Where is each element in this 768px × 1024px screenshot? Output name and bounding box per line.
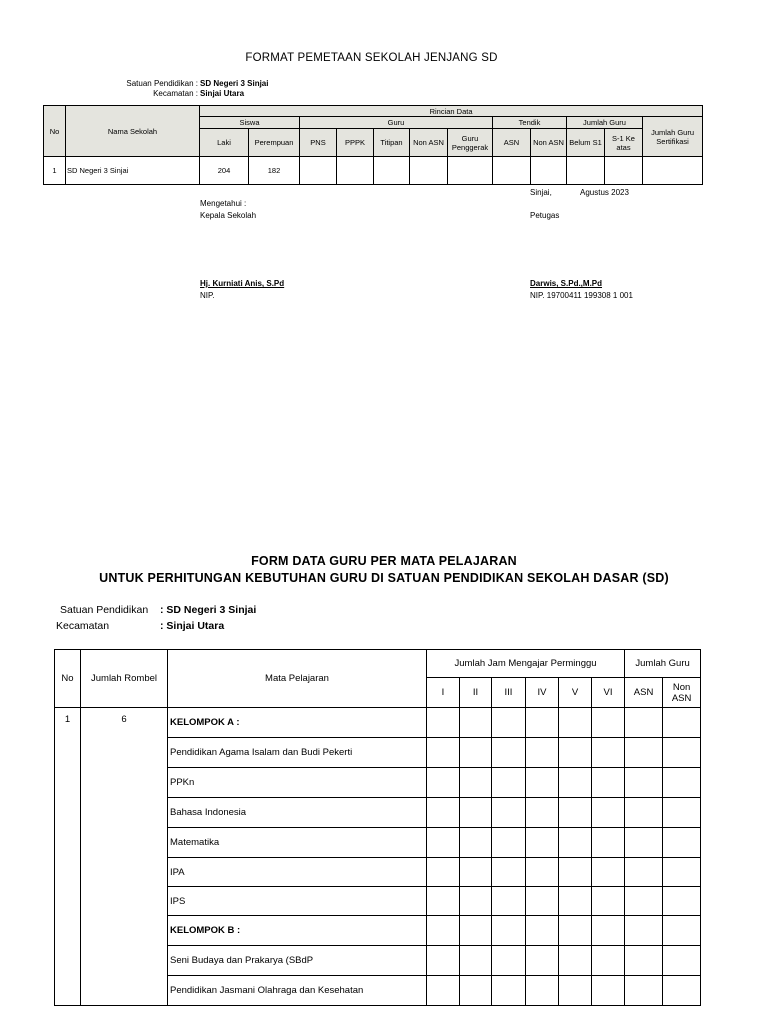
titipan-header: Titipan <box>374 129 410 157</box>
empty-cell <box>559 768 592 798</box>
empty-cell <box>427 887 460 916</box>
empty-cell <box>592 798 625 828</box>
tendik-asn-header: ASN <box>493 129 531 157</box>
empty-cell <box>559 708 592 738</box>
school-mapping-table <box>43 105 703 185</box>
empty-cell <box>526 708 559 738</box>
month-year: Agustus 2023 <box>580 188 629 197</box>
kelas-vi-header: VI <box>592 678 625 708</box>
pns-header: PNS <box>300 129 337 157</box>
empty-cell <box>492 708 526 738</box>
empty-cell <box>663 916 701 946</box>
empty-cell <box>663 828 701 858</box>
petugas-label: Petugas <box>530 211 560 220</box>
form1-kecamatan-label: Kecamatan : <box>153 89 198 98</box>
kepala-sekolah-label: Kepala Sekolah <box>200 211 257 220</box>
empty-cell <box>559 798 592 828</box>
empty-cell <box>427 708 460 738</box>
empty-cell <box>559 858 592 887</box>
teacher-subject-table <box>54 649 701 1006</box>
belum-s1-header: Belum S1 <box>567 129 605 157</box>
empty-cell <box>663 976 701 1006</box>
empty-cell <box>427 946 460 976</box>
kelas-v-header: V <box>559 678 592 708</box>
empty-cell <box>427 798 460 828</box>
subject-name: Pendidikan Jasmani Olahraga dan Kesehatan <box>168 976 427 1006</box>
empty-cell <box>526 976 559 1006</box>
subject-name: PPKn <box>168 768 427 798</box>
cell-tendik-asn <box>493 157 531 185</box>
empty-cell <box>592 976 625 1006</box>
cell-titipan <box>374 157 410 185</box>
empty-cell <box>460 738 492 768</box>
form2-title-2: UNTUK PERHITUNGAN KEBUTUHAN GURU DI SATUAN PENDIDIKAN SEKOLAH DASAR (SD) <box>99 571 669 585</box>
empty-cell <box>559 828 592 858</box>
empty-cell <box>663 798 701 828</box>
empty-cell <box>559 916 592 946</box>
empty-cell <box>492 798 526 828</box>
form1-title: FORMAT PEMETAAN SEKOLAH JENJANG SD <box>245 52 498 64</box>
empty-cell <box>559 976 592 1006</box>
kelas-iv-header: IV <box>526 678 559 708</box>
empty-cell <box>526 738 559 768</box>
empty-cell <box>427 976 460 1006</box>
col-nama-sekolah-header: Nama Sekolah <box>66 106 200 157</box>
empty-cell <box>427 916 460 946</box>
cell-non-asn <box>410 157 448 185</box>
form1-satuan-value: SD Negeri 3 Sinjai <box>200 79 269 88</box>
subject-name: Seni Budaya dan Prakarya (SBdP <box>168 946 427 976</box>
empty-cell <box>592 828 625 858</box>
cell-sertifikasi <box>643 157 703 185</box>
empty-cell <box>663 768 701 798</box>
cell-s1-ke-atas <box>605 157 643 185</box>
cell-pppk <box>337 157 374 185</box>
empty-cell <box>526 887 559 916</box>
empty-cell <box>625 828 663 858</box>
guru-header: Guru <box>300 117 493 129</box>
empty-cell <box>427 858 460 887</box>
row-jumlah-rombel: 6 <box>81 708 168 1006</box>
table-row <box>44 157 703 185</box>
empty-cell <box>460 916 492 946</box>
empty-cell <box>625 738 663 768</box>
empty-cell <box>625 887 663 916</box>
empty-cell <box>663 887 701 916</box>
row-laki: 204 <box>200 157 249 185</box>
jumlah-guru-header: Jumlah Guru <box>625 650 701 678</box>
empty-cell <box>492 768 526 798</box>
cell-tendik-non-asn <box>531 157 567 185</box>
form2-kecamatan-value: : Sinjai Utara <box>160 620 225 632</box>
empty-cell <box>559 946 592 976</box>
place-date: Sinjai, <box>530 188 552 197</box>
col-no-header: No <box>55 650 81 708</box>
form1-satuan-label: Satuan Pendidikan : <box>126 79 198 88</box>
perempuan-header: Perempuan <box>249 129 300 157</box>
tendik-header: Tendik <box>493 117 567 129</box>
empty-cell <box>460 828 492 858</box>
s1-ke-atas-header: S-1 Ke atas <box>605 129 643 157</box>
empty-cell <box>663 946 701 976</box>
rincian-data-header: Rincian Data <box>200 106 703 117</box>
empty-cell <box>526 768 559 798</box>
empty-cell <box>526 916 559 946</box>
empty-cell <box>492 858 526 887</box>
empty-cell <box>663 738 701 768</box>
empty-cell <box>492 738 526 768</box>
empty-cell <box>625 768 663 798</box>
cell-belum-s1 <box>567 157 605 185</box>
empty-cell <box>460 768 492 798</box>
empty-cell <box>592 858 625 887</box>
empty-cell <box>592 708 625 738</box>
empty-cell <box>492 946 526 976</box>
subject-name: KELOMPOK B : <box>168 916 427 946</box>
col-no-header: No <box>44 106 66 157</box>
kepala-name: Hj. Kurniati Anis, S.Pd <box>200 279 285 288</box>
empty-cell <box>492 887 526 916</box>
subject-name: KELOMPOK A : <box>168 708 427 738</box>
form2-title-1: FORM DATA GURU PER MATA PELAJARAN <box>251 554 517 568</box>
non-asn-header: Non ASN <box>410 129 448 157</box>
subject-name: IPS <box>168 887 427 916</box>
jumlah-guru-sertifikasi-header: Jumlah Guru Sertifikasi <box>643 117 703 157</box>
empty-cell <box>592 946 625 976</box>
empty-cell <box>625 708 663 738</box>
kelas-ii-header: II <box>460 678 492 708</box>
subject-name: Pendidikan Agama Isalam dan Budi Pekerti <box>168 738 427 768</box>
empty-cell <box>460 858 492 887</box>
empty-cell <box>625 946 663 976</box>
empty-cell <box>492 976 526 1006</box>
empty-cell <box>592 768 625 798</box>
pppk-header: PPPK <box>337 129 374 157</box>
cell-pns <box>300 157 337 185</box>
empty-cell <box>460 887 492 916</box>
guru-penggerak-header: Guru Penggerak <box>448 129 493 157</box>
cell-guru-penggerak <box>448 157 493 185</box>
form2-satuan-label: Satuan Pendidikan <box>60 604 149 616</box>
empty-cell <box>460 708 492 738</box>
empty-cell <box>592 916 625 946</box>
empty-cell <box>625 858 663 887</box>
subject-name: Bahasa Indonesia <box>168 798 427 828</box>
col-mata-pelajaran-header: Mata Pelajaran <box>168 650 427 708</box>
empty-cell <box>460 798 492 828</box>
empty-cell <box>592 738 625 768</box>
empty-cell <box>625 798 663 828</box>
empty-cell <box>427 828 460 858</box>
siswa-header: Siswa <box>200 117 300 129</box>
row-no: 1 <box>44 157 66 185</box>
empty-cell <box>559 887 592 916</box>
asn-header: ASN <box>625 678 663 708</box>
row-nama-sekolah: SD Negeri 3 Sinjai <box>66 157 200 185</box>
row-no: 1 <box>55 708 81 1006</box>
form2-satuan-value: : SD Negeri 3 Sinjai <box>160 604 257 616</box>
row-perempuan: 182 <box>249 157 300 185</box>
empty-cell <box>663 858 701 887</box>
subject-name: IPA <box>168 858 427 887</box>
subject-name: Matematika <box>168 828 427 858</box>
kelas-i-header: I <box>427 678 460 708</box>
empty-cell <box>663 708 701 738</box>
empty-cell <box>526 828 559 858</box>
empty-cell <box>460 946 492 976</box>
jam-mengajar-header: Jumlah Jam Mengajar Perminggu <box>427 650 625 678</box>
laki-header: Laki <box>200 129 249 157</box>
jumlah-guru-header: Jumlah Guru <box>567 117 643 129</box>
tendik-non-asn-header: Non ASN <box>531 129 567 157</box>
empty-cell <box>427 768 460 798</box>
empty-cell <box>625 916 663 946</box>
empty-cell <box>492 916 526 946</box>
petugas-nip: NIP. 19700411 199308 1 001 <box>530 291 633 300</box>
mengetahui-label: Mengetahui : <box>200 199 247 208</box>
empty-cell <box>592 887 625 916</box>
empty-cell <box>492 828 526 858</box>
table-row <box>55 708 701 738</box>
col-jumlah-rombel-header: Jumlah Rombel <box>81 650 168 708</box>
empty-cell <box>427 738 460 768</box>
empty-cell <box>625 976 663 1006</box>
empty-cell <box>526 858 559 887</box>
kelas-iii-header: III <box>492 678 526 708</box>
empty-cell <box>559 738 592 768</box>
empty-cell <box>526 798 559 828</box>
kepala-nip: NIP. <box>200 291 215 300</box>
petugas-name: Darwis, S.Pd.,M.Pd <box>530 279 603 288</box>
empty-cell <box>526 946 559 976</box>
non-asn-header: Non ASN <box>663 678 701 708</box>
form2-kecamatan-label: Kecamatan <box>56 620 110 632</box>
form1-kecamatan-value: Sinjai Utara <box>200 89 245 98</box>
empty-cell <box>460 976 492 1006</box>
